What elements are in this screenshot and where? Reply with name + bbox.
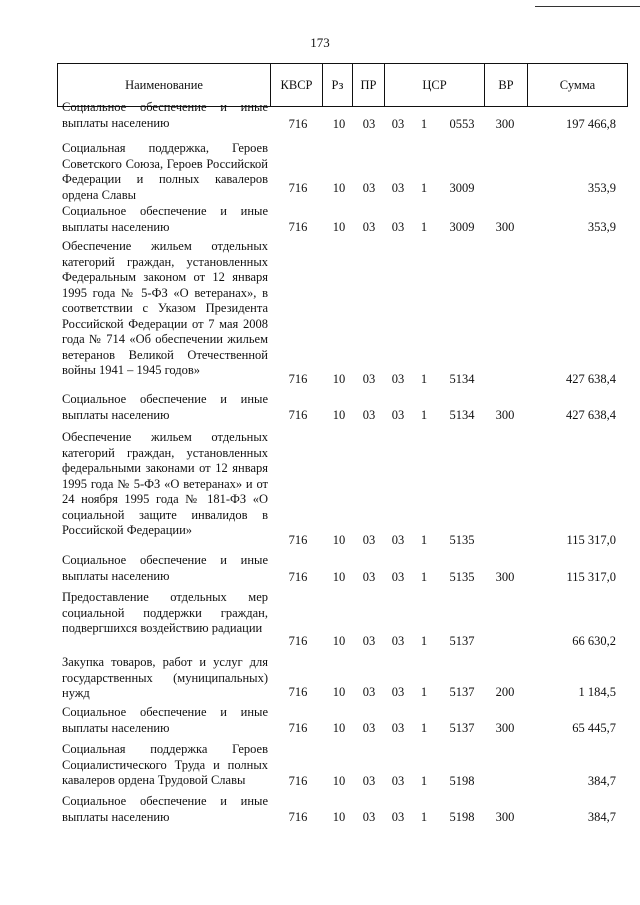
table-row	[0, 553, 640, 585]
row-c2: 1	[420, 219, 428, 234]
row-c2: 1	[420, 633, 428, 648]
table-row	[0, 204, 640, 235]
row-pr: 03	[362, 569, 376, 584]
row-name: Социальная поддержка Героев Социалистического Труда и полных кавалеров ордена Трудовой Славы	[62, 742, 268, 787]
table-row	[0, 655, 640, 700]
row-c3: 5134	[449, 371, 475, 386]
row-c2: 1	[420, 569, 428, 584]
row-sum: 1 184,5	[578, 684, 616, 699]
row-pr: 03	[362, 633, 376, 648]
row-c1: 03	[391, 407, 405, 422]
row-c1: 03	[391, 773, 405, 788]
row-pr: 03	[362, 116, 376, 131]
row-c1: 03	[391, 532, 405, 547]
row-kvsr: 716	[288, 180, 308, 195]
row-sum: 427 638,4	[566, 407, 616, 422]
header-kvsr: КВСР	[271, 64, 323, 106]
table-row	[0, 100, 640, 132]
row-c1: 03	[391, 569, 405, 584]
row-c2: 1	[420, 809, 428, 824]
row-pr: 03	[362, 532, 376, 547]
row-name: Обеспечение жильем отдельных категорий граждан, установленных федеральными законами от 12 января 1995 года № 5-ФЗ «О ветеранах» и от 24 ноября 1995 года № 181-ФЗ «О социальной защите инвалидов в Российской Федерации»	[62, 430, 268, 537]
table-row	[0, 392, 640, 423]
row-rz: 10	[332, 720, 346, 735]
row-c3: 5198	[449, 809, 475, 824]
row-c2: 1	[420, 180, 428, 195]
row-rz: 10	[332, 180, 346, 195]
row-name: Социальное обеспечение и иные выплаты населению	[62, 553, 268, 583]
row-name: Закупка товаров, работ и услуг для государственных (муниципальных) нужд	[62, 655, 268, 700]
row-rz: 10	[332, 684, 346, 699]
row-sum: 384,7	[587, 809, 616, 824]
header-csr: ЦСР	[385, 64, 485, 106]
header-name: Наименование	[58, 64, 271, 106]
row-c1: 03	[391, 371, 405, 386]
row-c3: 3009	[449, 219, 475, 234]
row-c2: 1	[420, 720, 428, 735]
row-vr: 300	[495, 219, 515, 234]
row-sum: 66 630,2	[572, 633, 616, 648]
row-kvsr: 716	[288, 116, 308, 131]
row-rz: 10	[332, 116, 346, 131]
row-c3: 5137	[449, 684, 475, 699]
table-row	[0, 141, 640, 202]
row-c1: 03	[391, 684, 405, 699]
row-name: Предоставление отдельных мер социальной поддержки граждан, подвергшихся воздействию радиации	[62, 590, 268, 635]
table-row	[0, 239, 640, 387]
row-pr: 03	[362, 219, 376, 234]
row-pr: 03	[362, 720, 376, 735]
top-rule	[535, 6, 640, 7]
header-vr: ВР	[485, 64, 528, 106]
row-rz: 10	[332, 532, 346, 547]
row-rz: 10	[332, 407, 346, 422]
row-c3: 5134	[449, 407, 475, 422]
row-c2: 1	[420, 532, 428, 547]
row-c3: 0553	[449, 116, 475, 131]
row-sum: 353,9	[587, 180, 616, 195]
row-c3: 5137	[449, 633, 475, 648]
row-rz: 10	[332, 219, 346, 234]
row-c1: 03	[391, 633, 405, 648]
header-pr: ПР	[353, 64, 385, 106]
table-row	[0, 430, 640, 548]
row-kvsr: 716	[288, 371, 308, 386]
row-c3: 5137	[449, 720, 475, 735]
row-kvsr: 716	[288, 532, 308, 547]
row-vr: 300	[495, 569, 515, 584]
row-sum: 115 317,0	[566, 569, 616, 584]
row-sum: 353,9	[587, 219, 616, 234]
row-c3: 5198	[449, 773, 475, 788]
row-sum: 197 466,8	[566, 116, 616, 131]
row-kvsr: 716	[288, 407, 308, 422]
row-pr: 03	[362, 371, 376, 386]
row-kvsr: 716	[288, 684, 308, 699]
row-sum: 384,7	[587, 773, 616, 788]
row-rz: 10	[332, 633, 346, 648]
row-vr: 200	[495, 684, 515, 699]
row-kvsr: 716	[288, 219, 308, 234]
row-c1: 03	[391, 720, 405, 735]
row-c2: 1	[420, 116, 428, 131]
row-c2: 1	[420, 684, 428, 699]
row-rz: 10	[332, 773, 346, 788]
row-name: Социальное обеспечение и иные выплаты населению	[62, 794, 268, 824]
header-sum: Сумма	[559, 78, 596, 92]
row-pr: 03	[362, 407, 376, 422]
row-name: Социальная поддержка, Героев Советского Союза, Героев Российской Федерации и полных кавалеров ордена Славы	[62, 141, 268, 202]
row-c1: 03	[391, 219, 405, 234]
row-rz: 10	[332, 371, 346, 386]
row-kvsr: 716	[288, 720, 308, 735]
header-rz: Рз	[323, 64, 353, 106]
row-c3: 3009	[449, 180, 475, 195]
row-c1: 03	[391, 809, 405, 824]
row-c1: 03	[391, 180, 405, 195]
row-sum: 115 317,0	[566, 532, 616, 547]
row-name: Социальное обеспечение и иные выплаты населению	[62, 705, 268, 735]
row-name: Социальное обеспечение и иные выплаты населению	[62, 392, 268, 422]
row-rz: 10	[332, 809, 346, 824]
row-c3: 5135	[449, 569, 475, 584]
row-pr: 03	[362, 684, 376, 699]
page-number: 173	[310, 35, 330, 50]
row-c2: 1	[420, 773, 428, 788]
row-rz: 10	[332, 569, 346, 584]
table-row	[0, 590, 640, 649]
row-vr: 300	[495, 720, 515, 735]
table-row	[0, 705, 640, 736]
row-kvsr: 716	[288, 773, 308, 788]
row-vr: 300	[495, 116, 515, 131]
row-pr: 03	[362, 180, 376, 195]
row-name: Обеспечение жильем отдельных категорий граждан, установленных Федеральным законом от 12 января 1995 года № 5-ФЗ «О ветеранах», в соответствии с Указом Президента Российской Федерации от 7 мая 2008 года № 714 «Об обеспечении жильем ветеранов Великой Отечественной войны 1941 – 1945 годов»	[62, 239, 268, 377]
row-kvsr: 716	[288, 633, 308, 648]
row-pr: 03	[362, 773, 376, 788]
table-row	[0, 794, 640, 825]
row-vr: 300	[495, 407, 515, 422]
row-c3: 5135	[449, 532, 475, 547]
table-row	[0, 742, 640, 789]
row-sum: 427 638,4	[566, 371, 616, 386]
row-name: Социальное обеспечение и иные выплаты населению	[62, 204, 268, 234]
row-name: Социальное обеспечение и иные выплаты населению	[62, 100, 268, 130]
row-pr: 03	[362, 809, 376, 824]
row-c2: 1	[420, 407, 428, 422]
row-c1: 03	[391, 116, 405, 131]
row-kvsr: 716	[288, 569, 308, 584]
row-sum: 65 445,7	[572, 720, 616, 735]
row-kvsr: 716	[288, 809, 308, 824]
row-vr: 300	[495, 809, 515, 824]
row-c2: 1	[420, 371, 428, 386]
